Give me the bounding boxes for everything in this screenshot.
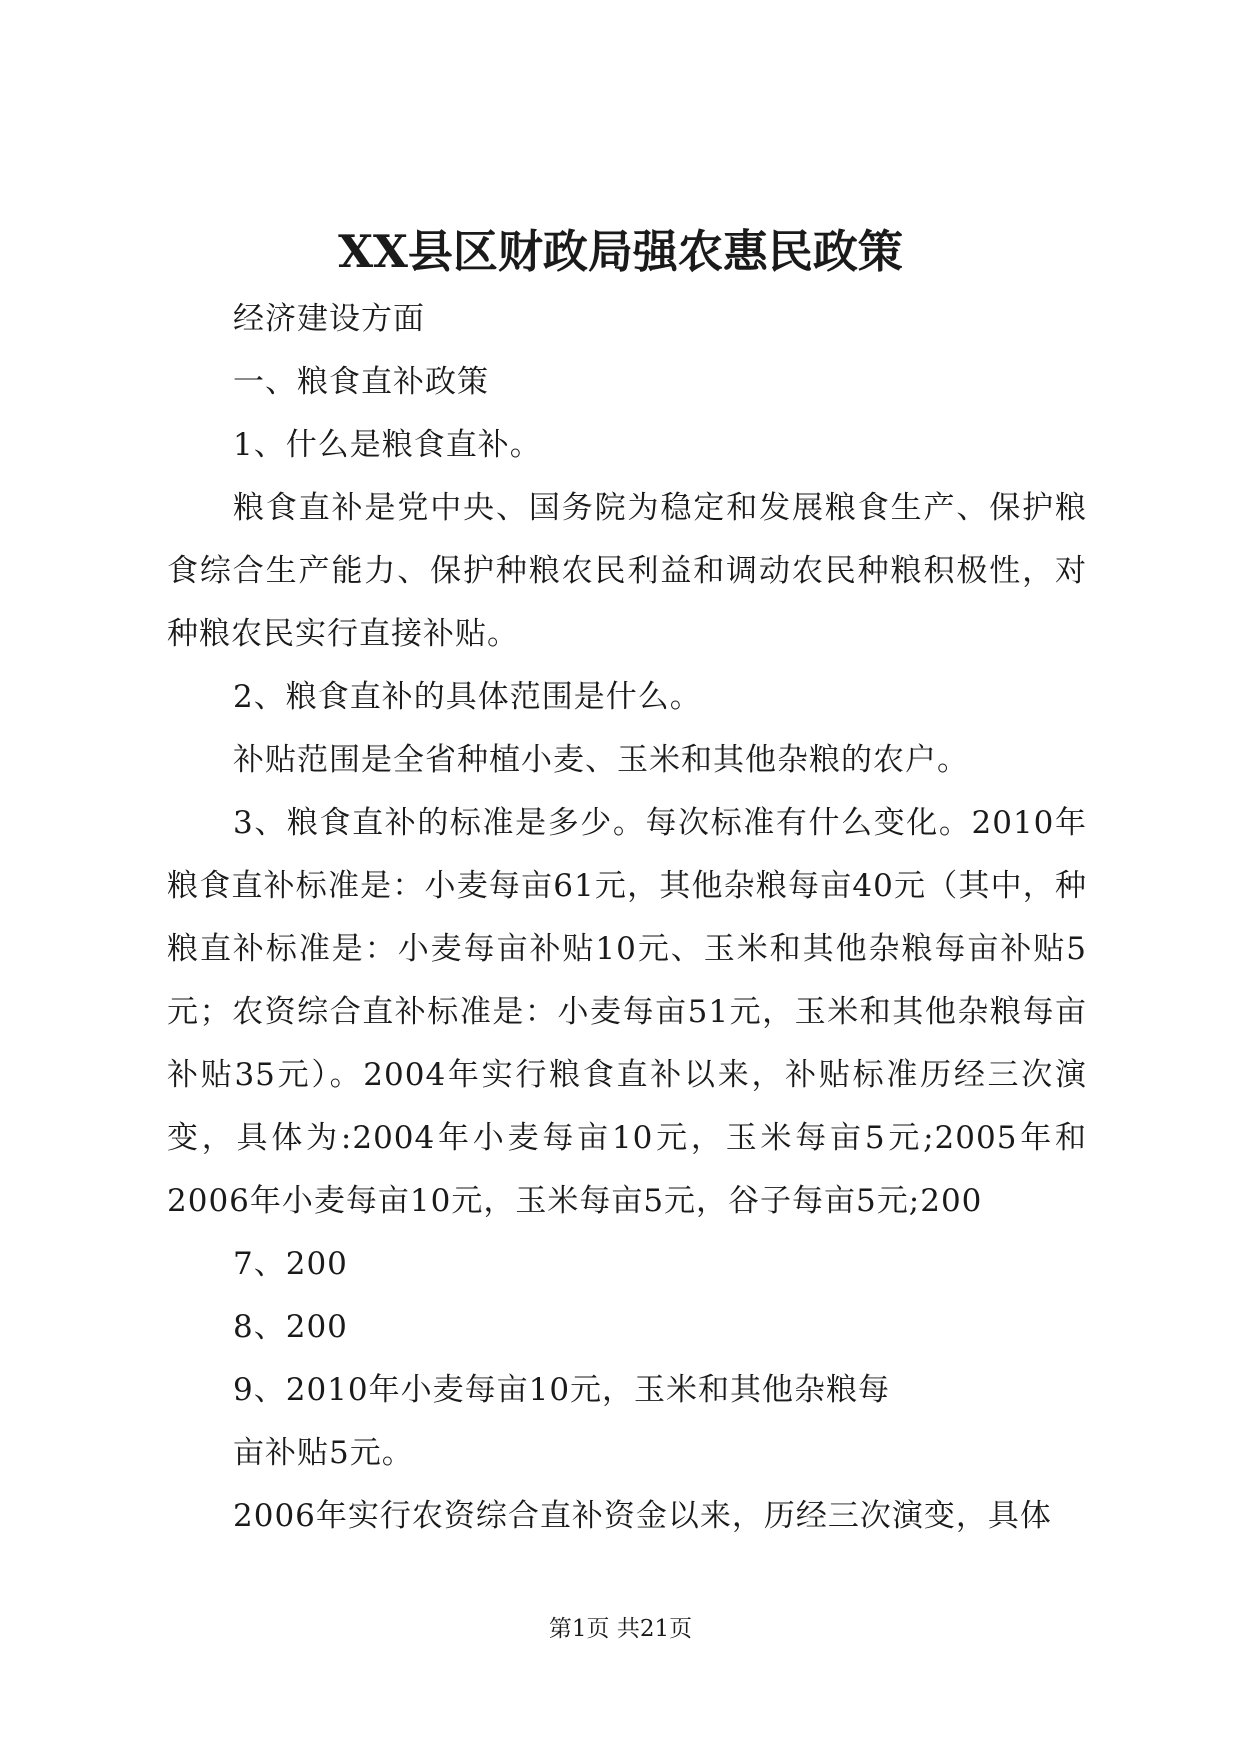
paragraph-2006: 2006年实行农资综合直补资金以来，历经三次演变，具体 bbox=[233, 1498, 1052, 1534]
policy-heading: 一、粮食直补政策 bbox=[233, 364, 489, 400]
section-heading: 经济建设方面 bbox=[233, 301, 425, 337]
answer-2: 补贴范围是全省种植小麦、玉米和其他杂粮的农户。 bbox=[233, 742, 969, 778]
continuation-line: 亩补贴5元。 bbox=[233, 1435, 414, 1471]
question-2: 2、粮食直补的具体范围是什么。 bbox=[233, 679, 702, 715]
list-item-9: 9、2010年小麦每亩10元，玉米和其他杂粮每 bbox=[233, 1372, 891, 1408]
document-title: XX县区财政局强农惠民政策 bbox=[338, 225, 903, 278]
page-footer: 第1页 共21页 bbox=[548, 1616, 693, 1642]
list-item-8: 8、200 bbox=[233, 1309, 348, 1345]
document-body bbox=[167, 288, 1087, 1548]
answer-1: 粮食直补是党中央、国务院为稳定和发展粮食生产、保护粮食综合生产能力、保护种粮农民利益和调动农民种粮积极性，对种粮农民实行直接补贴。 bbox=[167, 490, 1087, 652]
list-item-7: 7、200 bbox=[233, 1246, 348, 1282]
question-1: 1、什么是粮食直补。 bbox=[233, 427, 542, 463]
question-3: 3、粮食直补的标准是多少。每次标准有什么变化。2010年粮食直补标准是：小麦每亩61元，其他杂粮每亩40元（其中，种粮直补标准是：小麦每亩补贴10元、玉米和其他杂粮每亩补贴5元；农资综合直补标准是：小麦每亩51元，玉米和其他杂粮每亩补贴35元）。2004年实行粮食直补以来，补贴标准历经三次演变，具体为:2004年小麦每亩10元，玉米每亩5元;2005年和2006年小麦每亩10元，玉米每亩5元，谷子每亩5元;200 bbox=[167, 805, 1087, 1219]
